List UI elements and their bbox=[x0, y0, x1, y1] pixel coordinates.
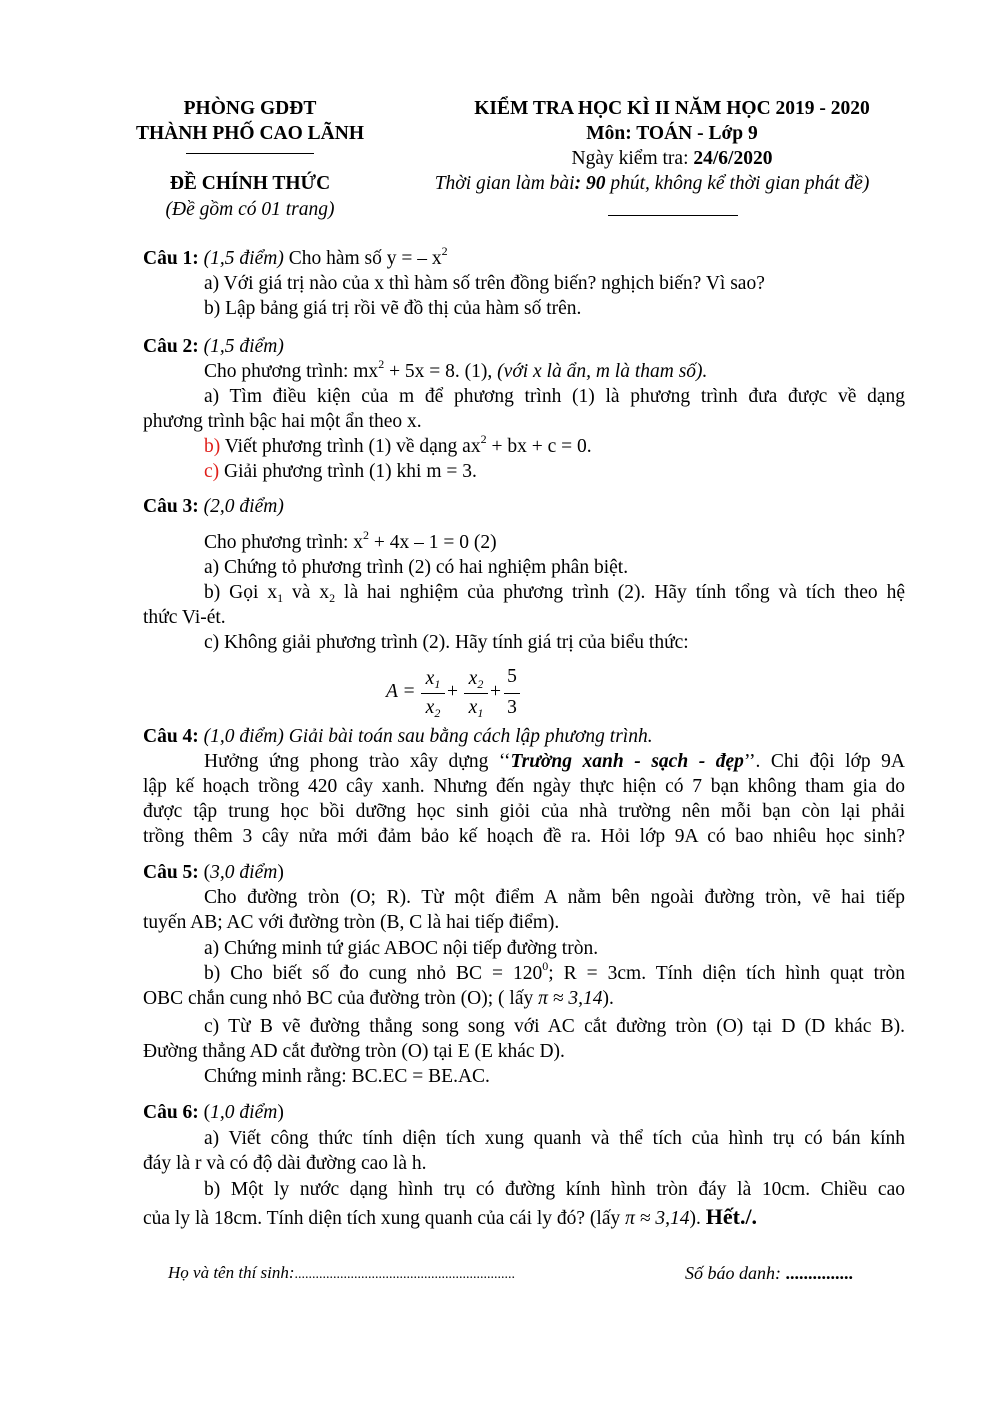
question-6-label: Câu 6: bbox=[143, 1102, 199, 1123]
q3b-sub2: 2 bbox=[329, 591, 336, 605]
exam-date-value: 24/6/2020 bbox=[693, 148, 773, 169]
q5b-post: ; R = 3cm. Tính diện tích hình quạt tròn bbox=[548, 963, 905, 984]
question-1-label: Câu 1: bbox=[143, 248, 199, 269]
q3-eq-exp: 2 bbox=[363, 528, 370, 542]
q2-eq-exp: 2 bbox=[378, 357, 385, 371]
question-1-heading bbox=[143, 244, 448, 270]
fraction-1-numerator bbox=[420, 668, 446, 690]
q3-eq-post: + 4x – 1 = 0 (2) bbox=[369, 532, 497, 553]
duration-prefix: Thời gian làm bài bbox=[434, 173, 575, 194]
question-5-line2: tuyến AB; AC với đường tròn (B, C là hai tiếp điểm). bbox=[143, 912, 560, 933]
q2b-exp: 2 bbox=[480, 432, 487, 446]
question-5c-line3: Chứng minh rằng: BC.EC = BE.AC. bbox=[204, 1066, 490, 1087]
fraction-2-numerator bbox=[463, 668, 489, 690]
campaign-name: Trường xanh - sạch - đẹp bbox=[510, 751, 744, 772]
plus-sign-2: + bbox=[490, 681, 501, 702]
question-5-label: Câu 5: bbox=[143, 862, 199, 883]
f1-num: x bbox=[425, 668, 435, 689]
q2b-label: b) bbox=[204, 436, 221, 457]
f1-den-sub: 2 bbox=[434, 706, 441, 720]
question-4-heading bbox=[143, 726, 653, 748]
q2c-label: c) bbox=[204, 461, 220, 482]
question-5a: a) Chứng minh tứ giác ABOC nội tiếp đường tròn. bbox=[204, 938, 599, 959]
f1-num-sub: 1 bbox=[434, 677, 441, 691]
question-2-label: Câu 2: bbox=[143, 336, 199, 357]
q3b-sub1: 1 bbox=[277, 591, 284, 605]
question-2a-line1: a) Tìm điều kiện của m để phương trình (1) là phương trình đưa được về dạng bbox=[204, 386, 905, 407]
exam-date-label: Ngày kiểm tra: bbox=[571, 148, 694, 169]
official-exam-label: ĐỀ CHÍNH THỨC bbox=[169, 173, 331, 194]
question-3-heading bbox=[143, 496, 284, 518]
question-3a: a) Chứng tỏ phương trình (2) có hai nghiệm phân biệt. bbox=[204, 557, 629, 578]
duration-minutes: : 90 bbox=[574, 173, 606, 194]
candidate-name-line bbox=[168, 1263, 515, 1283]
exam-date bbox=[412, 148, 932, 170]
question-6-heading bbox=[143, 1102, 284, 1124]
question-6b-line1: b) Một ly nước dạng hình trụ có đường kính hình tròn đáy là 10cm. Chiều cao bbox=[204, 1179, 905, 1200]
f2-num: x bbox=[468, 668, 478, 689]
header-divider-right bbox=[608, 215, 738, 216]
q3b-pre: b) Gọi x bbox=[204, 582, 278, 603]
candidate-number-blank: ............... bbox=[785, 1263, 853, 1283]
question-2-heading bbox=[143, 336, 284, 358]
q2-eq-note: (với x là ẩn, m là tham số). bbox=[497, 361, 708, 382]
q3-eq-pre: Cho phương trình: x bbox=[204, 532, 364, 553]
question-5-points: 3,0 điểm bbox=[210, 862, 278, 883]
question-6b-line2 bbox=[143, 1204, 757, 1230]
question-2a-line2: phương trình bậc hai một ẩn theo x. bbox=[143, 411, 422, 432]
question-4-line1 bbox=[204, 751, 905, 773]
candidate-number-label: Số báo danh: bbox=[685, 1263, 786, 1283]
end-marker: Hết./. bbox=[705, 1204, 758, 1229]
department-name: PHÒNG GDĐT bbox=[183, 98, 317, 119]
question-6-points: 1,0 điểm bbox=[210, 1102, 278, 1123]
exam-subject: Môn: TOÁN - Lớp 9 bbox=[586, 123, 758, 144]
fraction-3-bar bbox=[504, 693, 520, 694]
fraction-3-numerator: 5 bbox=[507, 666, 517, 687]
q4-line1-post: ’’. Chi đội lớp 9A bbox=[743, 751, 905, 772]
question-2-equation bbox=[204, 357, 708, 383]
q2-eq-pre: Cho phương trình: mx bbox=[204, 361, 379, 382]
question-1b: b) Lập bảng giá trị rồi vẽ đồ thị của hàm số trên. bbox=[204, 298, 582, 319]
q3b-post: là hai nghiệm của phương trình (2). Hãy tính tổng và tích theo hệ bbox=[335, 582, 905, 603]
q2b-pre: Viết phương trình (1) về dạng ax bbox=[220, 436, 481, 457]
q5b-exp: 0 bbox=[542, 959, 549, 973]
question-1-points: (1,5 điểm) bbox=[203, 248, 284, 269]
q6-open: ( bbox=[198, 1102, 211, 1123]
fraction-1-bar bbox=[421, 693, 445, 694]
f2-den: x bbox=[468, 697, 478, 718]
q5-open: ( bbox=[198, 862, 211, 883]
question-4-line3: được tập trung học bồi dưỡng học sinh giỏi của nhà trường nên mỗi bạn còn lại phải bbox=[143, 801, 905, 822]
question-3-equation bbox=[204, 528, 497, 554]
exam-duration bbox=[392, 173, 912, 195]
header-divider-left bbox=[186, 153, 314, 154]
formula-lhs: A = bbox=[386, 681, 416, 702]
fraction-2-denominator bbox=[463, 697, 489, 719]
question-3-label: Câu 3: bbox=[143, 496, 199, 517]
question-5c-line2: Đường thẳng AD cắt đường tròn (O) tại E (E khác D). bbox=[143, 1041, 565, 1062]
question-3-points: (2,0 điểm) bbox=[203, 496, 284, 517]
q5-close: ) bbox=[277, 862, 284, 883]
question-1a: a) Với giá trị nào của x thì hàm số trên đồng biến? nghịch biến? Vì sao? bbox=[204, 273, 765, 294]
pi-approx-2: π ≈ 3,14 bbox=[625, 1208, 690, 1229]
question-5-heading bbox=[143, 862, 284, 884]
question-4-points: (1,0 điểm) Giải bài toán sau bằng cách lập phương trình. bbox=[203, 726, 653, 747]
exam-title: KIỂM TRA HỌC KÌ II NĂM HỌC 2019 - 2020 bbox=[474, 98, 870, 119]
question-1-intro: Cho hàm số y = – x bbox=[283, 248, 442, 269]
plus-sign-1: + bbox=[447, 681, 458, 702]
question-2c bbox=[204, 461, 477, 483]
f2-num-sub: 2 bbox=[477, 677, 484, 691]
candidate-number-line bbox=[685, 1263, 853, 1284]
q5b-pre: b) Cho biết số đo cung nhỏ BC = 120 bbox=[204, 963, 543, 984]
f2-den-sub: 1 bbox=[477, 706, 484, 720]
fraction-1-denominator bbox=[420, 697, 446, 719]
q2-eq-post: + 5x = 8. (1), bbox=[384, 361, 498, 382]
question-5c-line1: c) Từ B vẽ đường thẳng song song với AC cắt đường tròn (O) tại D (D khác B). bbox=[204, 1016, 905, 1037]
city-name: THÀNH PHỐ CAO LÃNH bbox=[135, 123, 365, 144]
question-6a-line1: a) Viết công thức tính diện tích xung quanh và thể tích của hình trụ có bán kính bbox=[204, 1128, 905, 1149]
question-5b-line1 bbox=[204, 959, 905, 985]
q4-line1-pre: Hưởng ứng phong trào xây dựng ‘‘ bbox=[204, 751, 511, 772]
fraction-3-denominator: 3 bbox=[507, 697, 517, 718]
q6-close: ) bbox=[277, 1102, 284, 1123]
q2c-text: Giải phương trình (1) khi m = 3. bbox=[219, 461, 477, 482]
f1-den: x bbox=[425, 697, 435, 718]
question-6a-line2: đáy là r và có độ dài đường cao là h. bbox=[143, 1153, 427, 1174]
question-1-exponent: 2 bbox=[441, 244, 448, 258]
pages-note: (Đề gồm có 01 trang) bbox=[165, 199, 335, 220]
question-2b bbox=[204, 432, 592, 458]
q3b-mid: và x bbox=[283, 582, 330, 603]
question-5b-line2 bbox=[143, 988, 614, 1010]
duration-suffix: phút, không kể thời gian phát đề) bbox=[605, 173, 870, 194]
pi-approx: π ≈ 3,14 bbox=[538, 988, 603, 1009]
question-5-line1: Cho đường tròn (O; R). Từ một điểm A nằm bên ngoài đường tròn, vẽ hai tiếp bbox=[204, 887, 905, 908]
q6b-line2-post: ). bbox=[689, 1208, 706, 1229]
fraction-2-bar bbox=[464, 693, 488, 694]
candidate-name-label: Họ và tên thí sinh: bbox=[168, 1263, 295, 1282]
question-4-label: Câu 4: bbox=[143, 726, 199, 747]
q2b-post: + bx + c = 0. bbox=[486, 436, 592, 457]
question-3c: c) Không giải phương trình (2). Hãy tính giá trị của biểu thức: bbox=[204, 632, 689, 653]
q6b-line2-pre: của ly là 18cm. Tính diện tích xung quanh của cái ly đó? (lấy bbox=[143, 1208, 626, 1229]
candidate-name-blank: ............................................................... bbox=[294, 1267, 516, 1282]
question-2-points: (1,5 điểm) bbox=[203, 336, 284, 357]
question-4-line2: lập kế hoạch trồng 420 cây xanh. Nhưng đến ngày thực hiện có 7 bạn không tham gia do bbox=[143, 776, 905, 797]
q5b-line2-pre: OBC chắn cung nhỏ BC của đường tròn (O); ( lấy bbox=[143, 988, 539, 1009]
question-3b-line1 bbox=[204, 582, 905, 604]
question-4-line4: trồng thêm 3 cây nửa mới đảm bảo kế hoạch đề ra. Hỏi lớp 9A có bao nhiêu học sinh? bbox=[143, 826, 905, 847]
question-3b-line2: thức Vi-ét. bbox=[143, 607, 226, 628]
q5b-line2-post: ). bbox=[602, 988, 614, 1009]
